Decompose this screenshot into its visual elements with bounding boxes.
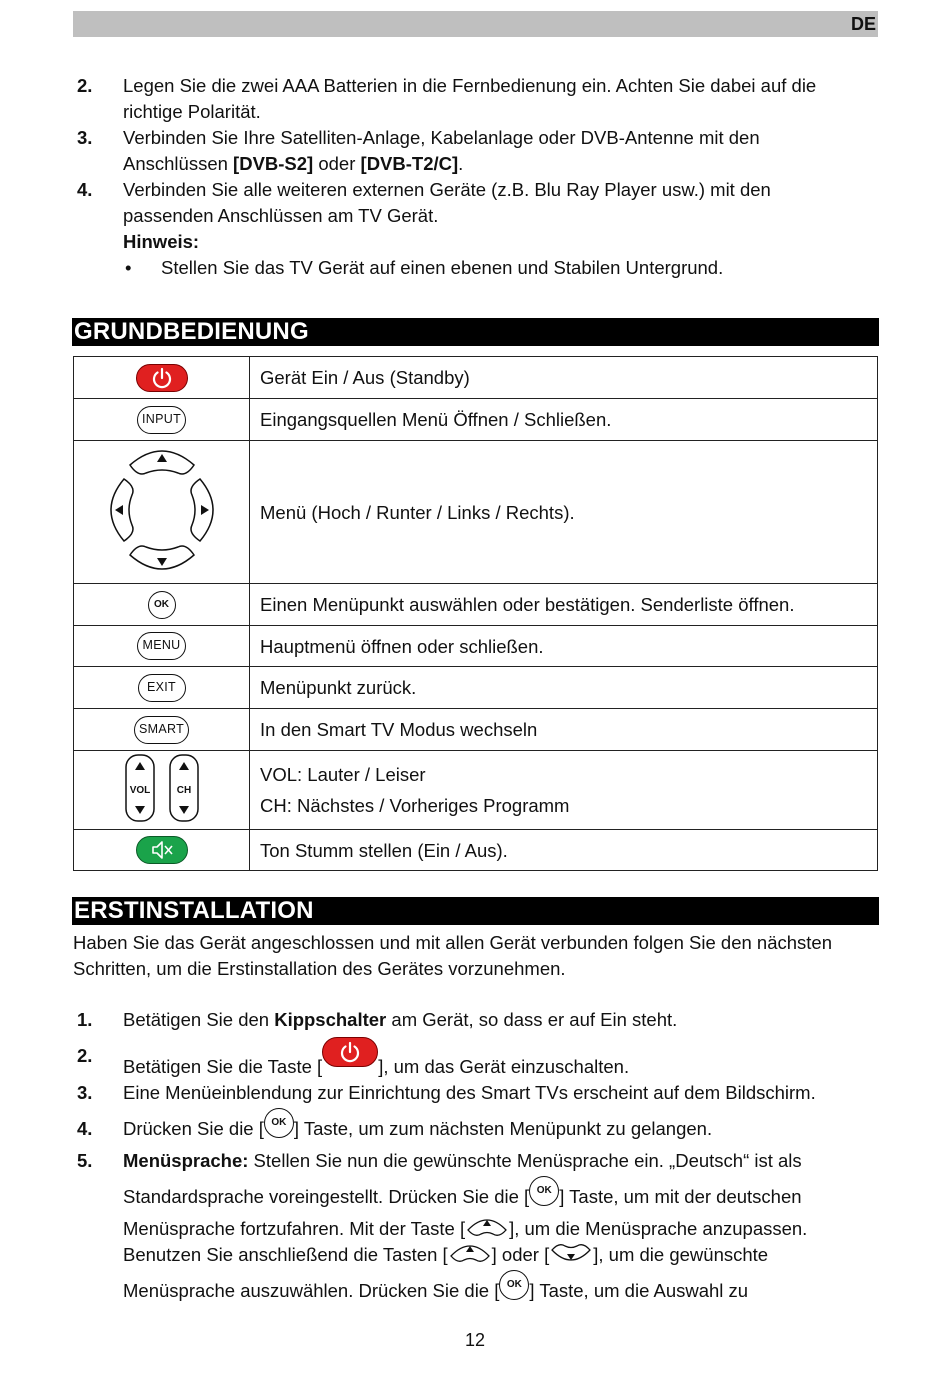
list-item: 2. Legen Sie die zwei AAA Batterien in die Fernbedienung ein. Achten Sie dabei auf die richtige Polarität. — [77, 75, 817, 122]
table-row: OK Einen Menüpunkt auswählen oder bestätigen. Senderliste öffnen. — [74, 584, 878, 626]
section-heading-erstinstallation: ERSTINSTALLATION — [72, 897, 879, 925]
controls-table — [73, 356, 878, 871]
table-row: INPUT Eingangsquellen Menü Öffnen / Schließen. — [74, 399, 878, 441]
intro-paragraph: Haben Sie das Gerät angeschlossen und mit allen Gerät verbunden folgen Sie den nächsten Schritten, um die Erstinstallation des Gerätes vorzunehmen. — [73, 932, 832, 979]
table-row: EXIT Menüpunkt zurück. — [74, 667, 878, 709]
list-item: 5. Menüsprache: Stellen Sie nun die gewünschte Menüsprache ein. „Deutsch“ ist als Standardsprache voreingestellt. Drücken Sie die [ OK ] Taste, um mit der deutschen Menüsprache fortzufahren. Mit der Taste [ ], um die Menüsprache anzupassen. Benutzen Sie anschließend die Tasten [ ] oder [ ], um die gewünschte Menüsprache auszuwählen. Drücken Sie die [ OK ] Taste, um die Auswahl zu — [77, 1150, 808, 1301]
ok-button-icon: OK — [499, 1270, 529, 1300]
input-button-icon: INPUT — [137, 406, 186, 434]
list-item: 3. Eine Menüeinblendung zur Einrichtung des Smart TVs erscheint auf dem Bildschirm. — [77, 1082, 816, 1103]
arrow-up-button-icon — [448, 1242, 492, 1264]
list-item: 4. Drücken Sie die [ OK ] Taste, um zum nächsten Menüpunkt zu gelangen. — [73, 1116, 878, 1148]
vol-ch-rocker-icon — [122, 753, 202, 823]
arrow-up-button-icon — [465, 1216, 509, 1238]
hint-label: Hinweis: — [123, 231, 200, 252]
arrow-down-button-icon — [549, 1242, 593, 1264]
language-header-bar — [73, 11, 878, 37]
svg-text:CH: CH — [176, 784, 191, 796]
list-item: 4. Verbinden Sie alle weiteren externen Geräte (z.B. Blu Ray Player usw.) mit den passenden Anschlüssen am TV Gerät. Hinweis: • Stellen Sie das TV Gerät auf einen ebenen und Stabilen Untergrund. — [73, 177, 878, 281]
table-row: SMART In den Smart TV Modus wechseln — [74, 709, 878, 751]
hint-bullet: • Stellen Sie das TV Gerät auf einen ebenen und Stabilen Untergrund. — [123, 255, 878, 281]
power-button-icon — [322, 1037, 378, 1067]
table-row: MENU Hauptmenü öffnen oder schließen. — [74, 626, 878, 667]
table-row: Ton Stumm stellen (Ein / Aus). — [74, 830, 878, 871]
list-item: 1. Betätigen Sie den Kippschalter am Gerät, so dass er auf Ein steht. — [77, 1009, 678, 1030]
install-steps — [73, 1007, 878, 1310]
list-item: 3. Verbinden Sie Ihre Satelliten-Anlage, Kabelanlage oder DVB-Antenne mit den Anschlüssen [DVB-S2] oder [DVB-T2/C]. — [77, 127, 760, 174]
page-number: 12 — [464, 1330, 486, 1350]
ok-button-icon: OK — [529, 1176, 559, 1206]
list-item: 2. Betätigen Sie die Taste [ ], um das Gerät einzuschalten. — [73, 1043, 878, 1080]
exit-button-icon: EXIT — [138, 674, 186, 702]
navigation-pad-icon — [106, 443, 218, 577]
table-row: Menü (Hoch / Runter / Links / Rechts). — [74, 441, 878, 584]
setup-steps — [73, 73, 878, 281]
table-row: VOL CH VOL: Lauter / Leiser CH: Nächstes / Vorheriges Programm — [74, 751, 878, 830]
mute-button-icon — [136, 836, 188, 864]
power-button-icon — [136, 364, 188, 392]
section-heading-grundbedienung: GRUNDBEDIENUNG — [72, 318, 879, 346]
menu-button-icon: MENU — [137, 632, 185, 660]
table-row: Gerät Ein / Aus (Standby) — [74, 357, 878, 399]
ok-button-icon: OK — [264, 1108, 294, 1138]
smart-button-icon: SMART — [134, 716, 189, 744]
svg-text:VOL: VOL — [129, 784, 150, 796]
ok-button-icon: OK — [148, 591, 176, 619]
language-code: DE — [850, 14, 876, 34]
